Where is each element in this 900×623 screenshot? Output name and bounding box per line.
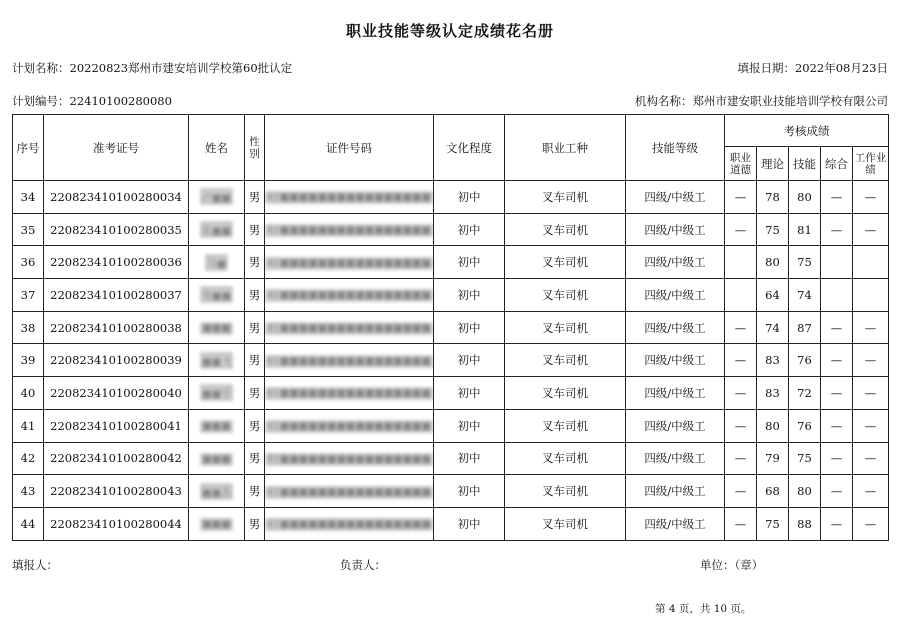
cell-performance: — xyxy=(853,507,889,540)
cell-id-number xyxy=(265,213,434,246)
cell-theory: 68 xyxy=(757,475,789,508)
cell-occupation: 叉车司机 xyxy=(505,409,626,442)
redacted-text: 41■■■■■■■■■■■■■■■■ xyxy=(267,290,431,302)
cell-theory: 78 xyxy=(757,181,789,214)
cell-exam-number: 220823410100280039 xyxy=(44,344,189,377)
cell-theory: 75 xyxy=(757,507,789,540)
table-row xyxy=(13,409,889,442)
header-education: 文化程度 xyxy=(434,115,505,181)
cell-theory: 83 xyxy=(757,344,789,377)
cell-performance: — xyxy=(853,442,889,475)
table-row xyxy=(13,213,889,246)
cell-gender: 男 xyxy=(245,409,265,442)
unit-seal-label: 单位：（章） xyxy=(700,558,764,572)
cell-performance: — xyxy=(853,409,889,442)
cell-theory: 74 xyxy=(757,311,789,344)
cell-overall: — xyxy=(821,311,853,344)
table-row xyxy=(13,279,889,312)
cell-seq: 41 xyxy=(13,409,44,442)
cell-exam-number: 220823410100280038 xyxy=(44,311,189,344)
redacted-text: 41■■■■■■■■■■■■■■■■ xyxy=(267,388,431,400)
cell-exam-number: 220823410100280036 xyxy=(44,246,189,279)
cell-id-number xyxy=(265,377,434,410)
cell-name xyxy=(189,246,245,279)
cell-education: 初中 xyxy=(434,409,505,442)
header-theory: 理论 xyxy=(757,147,789,181)
cell-skill: 80 xyxy=(789,181,821,214)
cell-skill: 75 xyxy=(789,246,821,279)
cell-name xyxy=(189,377,245,410)
cell-exam-number: 220823410100280041 xyxy=(44,409,189,442)
cell-skill: 81 xyxy=(789,213,821,246)
cell-exam-number: 220823410100280037 xyxy=(44,279,189,312)
cell-performance: — xyxy=(853,213,889,246)
table-row xyxy=(13,507,889,540)
cell-id-number xyxy=(265,181,434,214)
cell-skill-level: 四级/中级工 xyxy=(626,246,725,279)
cell-overall: — xyxy=(821,507,853,540)
cell-skill-level: 四级/中级工 xyxy=(626,344,725,377)
roster-body xyxy=(13,181,889,541)
cell-ethics xyxy=(725,246,757,279)
cell-overall: — xyxy=(821,181,853,214)
cell-theory: 83 xyxy=(757,377,789,410)
cell-occupation: 叉车司机 xyxy=(505,344,626,377)
redacted-text: 马■ xyxy=(205,254,228,271)
cell-education: 初中 xyxy=(434,344,505,377)
cell-performance: — xyxy=(853,181,889,214)
redacted-text: ■■■ xyxy=(202,519,231,531)
cell-seq: 42 xyxy=(13,442,44,475)
cell-overall xyxy=(821,279,853,312)
cell-ethics: — xyxy=(725,181,757,214)
plan-number: 计划编号：22410100280080 xyxy=(12,94,172,108)
cell-seq: 43 xyxy=(13,475,44,508)
cell-skill: 74 xyxy=(789,279,821,312)
fill-date: 填报日期：2022年08月23日 xyxy=(737,61,888,75)
cell-occupation: 叉车司机 xyxy=(505,475,626,508)
cell-id-number xyxy=(265,344,434,377)
cell-name xyxy=(189,181,245,214)
cell-id-number xyxy=(265,475,434,508)
cell-ethics xyxy=(725,279,757,312)
cell-overall: — xyxy=(821,442,853,475)
cell-performance xyxy=(853,246,889,279)
cell-occupation: 叉车司机 xyxy=(505,181,626,214)
cell-name xyxy=(189,279,245,312)
cell-skill-level: 四级/中级工 xyxy=(626,279,725,312)
cell-skill-level: 四级/中级工 xyxy=(626,311,725,344)
table-row xyxy=(13,442,889,475)
cell-education: 初中 xyxy=(434,181,505,214)
cell-occupation: 叉车司机 xyxy=(505,246,626,279)
cell-education: 初中 xyxy=(434,213,505,246)
cell-exam-number: 220823410100280040 xyxy=(44,377,189,410)
cell-theory: 75 xyxy=(757,213,789,246)
cell-overall: — xyxy=(821,409,853,442)
cell-gender: 男 xyxy=(245,442,265,475)
cell-id-number xyxy=(265,279,434,312)
cell-exam-number: 220823410100280042 xyxy=(44,442,189,475)
redacted-text: ■■飞 xyxy=(200,352,233,369)
header-skill-level: 技能等级 xyxy=(626,115,725,181)
header-performance: 工作业绩 xyxy=(853,147,889,181)
redacted-text: 41■■■■■■■■■■■■■■■■ xyxy=(267,486,431,498)
cell-name xyxy=(189,409,245,442)
cell-occupation: 叉车司机 xyxy=(505,507,626,540)
header-name: 姓名 xyxy=(189,115,245,181)
cell-skill: 76 xyxy=(789,409,821,442)
page-indicator: 第 4 页，共 10 页。 xyxy=(655,603,752,615)
cell-ethics: — xyxy=(725,409,757,442)
cell-skill-level: 四级/中级工 xyxy=(626,442,725,475)
cell-gender: 男 xyxy=(245,475,265,508)
cell-ethics: — xyxy=(725,507,757,540)
cell-id-number xyxy=(265,409,434,442)
redacted-text: 41■■■■■■■■■■■■■■■■ xyxy=(267,323,431,335)
header-seq: 序号 xyxy=(13,115,44,181)
cell-ethics: — xyxy=(725,344,757,377)
cell-ethics: — xyxy=(725,213,757,246)
cell-skill-level: 四级/中级工 xyxy=(626,475,725,508)
cell-seq: 36 xyxy=(13,246,44,279)
redacted-text: 卢■■ xyxy=(200,188,233,205)
header-skill: 技能 xyxy=(789,147,821,181)
roster-title: 职业技能等级认定成绩花名册 xyxy=(345,22,554,40)
cell-name xyxy=(189,475,245,508)
table-row xyxy=(13,377,889,410)
cell-occupation: 叉车司机 xyxy=(505,442,626,475)
cell-seq: 40 xyxy=(13,377,44,410)
table-row xyxy=(13,181,889,214)
cell-gender: 男 xyxy=(245,246,265,279)
redacted-text: ■■■ xyxy=(202,453,231,465)
cell-name xyxy=(189,213,245,246)
cell-skill-level: 四级/中级工 xyxy=(626,181,725,214)
cell-ethics: — xyxy=(725,377,757,410)
cell-skill: 75 xyxy=(789,442,821,475)
cell-exam-number: 220823410100280043 xyxy=(44,475,189,508)
plan-name: 计划名称：20220823郑州市建安培训学校第60批认定 xyxy=(12,61,293,75)
cell-performance: — xyxy=(853,377,889,410)
redacted-text: ■■■ xyxy=(202,421,231,433)
cell-education: 初中 xyxy=(434,377,505,410)
score-roster-table xyxy=(12,114,889,541)
cell-exam-number: 220823410100280044 xyxy=(44,507,189,540)
cell-skill: 80 xyxy=(789,475,821,508)
redacted-text: 41■■■■■■■■■■■■■■■■ xyxy=(267,453,431,465)
cell-skill-level: 四级/中级工 xyxy=(626,409,725,442)
cell-skill: 88 xyxy=(789,507,821,540)
cell-seq: 34 xyxy=(13,181,44,214)
cell-skill-level: 四级/中级工 xyxy=(626,213,725,246)
cell-seq: 37 xyxy=(13,279,44,312)
redacted-text: 41■■■■■■■■■■■■■■■■ xyxy=(267,421,431,433)
cell-skill-level: 四级/中级工 xyxy=(626,507,725,540)
header-occupation: 职业工种 xyxy=(505,115,626,181)
redacted-text: 41■■■■■■■■■■■■■■■■ xyxy=(267,519,431,531)
cell-gender: 男 xyxy=(245,377,265,410)
redacted-text: 41■■■■■■■■■■■■■■■■ xyxy=(267,257,431,269)
cell-education: 初中 xyxy=(434,507,505,540)
redacted-text: 张■■ xyxy=(200,221,233,238)
cell-performance xyxy=(853,279,889,312)
redacted-text: ■■■ xyxy=(202,323,231,335)
cell-education: 初中 xyxy=(434,311,505,344)
redacted-text: 41■■■■■■■■■■■■■■■■ xyxy=(267,225,431,237)
cell-occupation: 叉车司机 xyxy=(505,279,626,312)
cell-theory: 80 xyxy=(757,409,789,442)
cell-id-number xyxy=(265,246,434,279)
cell-ethics: — xyxy=(725,311,757,344)
cell-performance: — xyxy=(853,344,889,377)
cell-seq: 44 xyxy=(13,507,44,540)
cell-skill: 76 xyxy=(789,344,821,377)
cell-gender: 男 xyxy=(245,181,265,214)
cell-education: 初中 xyxy=(434,279,505,312)
cell-skill-level: 四级/中级工 xyxy=(626,377,725,410)
table-row xyxy=(13,246,889,279)
cell-name xyxy=(189,311,245,344)
redacted-text: ■■杰 xyxy=(200,483,233,500)
cell-skill: 87 xyxy=(789,311,821,344)
cell-seq: 39 xyxy=(13,344,44,377)
cell-gender: 男 xyxy=(245,344,265,377)
cell-gender: 男 xyxy=(245,213,265,246)
cell-occupation: 叉车司机 xyxy=(505,377,626,410)
cell-id-number xyxy=(265,311,434,344)
cell-name xyxy=(189,442,245,475)
cell-overall: — xyxy=(821,377,853,410)
cell-name xyxy=(189,507,245,540)
cell-ethics: — xyxy=(725,442,757,475)
header-gender: 性别 xyxy=(245,115,265,181)
table-row xyxy=(13,475,889,508)
cell-id-number xyxy=(265,442,434,475)
cell-theory: 79 xyxy=(757,442,789,475)
cell-gender: 男 xyxy=(245,507,265,540)
redacted-text: ■■宇 xyxy=(200,384,233,401)
cell-id-number xyxy=(265,507,434,540)
cell-theory: 80 xyxy=(757,246,789,279)
cell-overall: — xyxy=(821,213,853,246)
cell-gender: 男 xyxy=(245,311,265,344)
cell-exam-number: 220823410100280035 xyxy=(44,213,189,246)
responsible-label: 负责人： xyxy=(340,558,386,572)
redacted-text: 41■■■■■■■■■■■■■■■■ xyxy=(267,192,431,204)
table-row xyxy=(13,344,889,377)
cell-exam-number: 220823410100280034 xyxy=(44,181,189,214)
cell-overall: — xyxy=(821,344,853,377)
cell-gender: 男 xyxy=(245,279,265,312)
header-ethics: 职业道德 xyxy=(725,147,757,181)
organization-name: 机构名称：郑州市建安职业技能培训学校有限公司 xyxy=(635,94,888,108)
header-score-group: 考核成绩 xyxy=(725,115,889,147)
cell-occupation: 叉车司机 xyxy=(505,311,626,344)
cell-occupation: 叉车司机 xyxy=(505,213,626,246)
cell-seq: 38 xyxy=(13,311,44,344)
header-id-number: 证件号码 xyxy=(265,115,434,181)
table-row xyxy=(13,311,889,344)
cell-overall xyxy=(821,246,853,279)
cell-education: 初中 xyxy=(434,442,505,475)
header-exam-number: 准考证号 xyxy=(44,115,189,181)
cell-ethics: — xyxy=(725,475,757,508)
cell-seq: 35 xyxy=(13,213,44,246)
cell-theory: 64 xyxy=(757,279,789,312)
cell-overall: — xyxy=(821,475,853,508)
redacted-text: 郑■■ xyxy=(200,286,233,303)
filler-label: 填报人： xyxy=(12,558,58,572)
cell-education: 初中 xyxy=(434,475,505,508)
header-overall: 综合 xyxy=(821,147,853,181)
cell-education: 初中 xyxy=(434,246,505,279)
cell-name xyxy=(189,344,245,377)
cell-performance: — xyxy=(853,311,889,344)
cell-performance: — xyxy=(853,475,889,508)
redacted-text: 41■■■■■■■■■■■■■■■■ xyxy=(267,355,431,367)
cell-skill: 72 xyxy=(789,377,821,410)
